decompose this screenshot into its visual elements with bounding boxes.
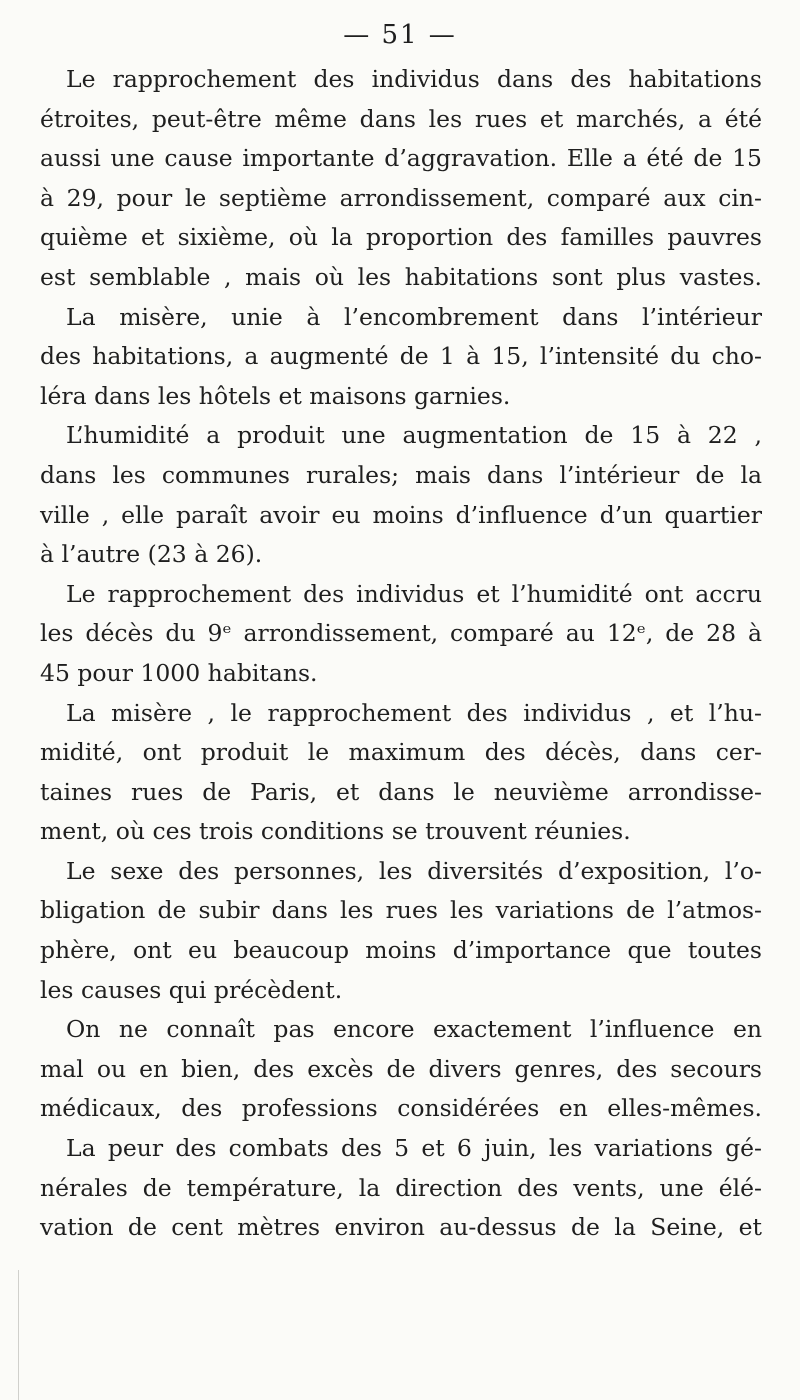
text-line: On ne connaît pas encore exactement l’influence en <box>66 1015 762 1044</box>
text-line: quième et sixième, où la proportion des familles pauvres <box>40 223 762 252</box>
text-line: Le rapprochement des individus dans des habitations <box>66 65 762 93</box>
text-line: dans les communes rurales; mais dans l’intérieur de la <box>40 460 762 489</box>
text-line: médicaux, des professions considérées en elles-mêmes. <box>40 1094 762 1123</box>
text-line: à 29, pour le septième arrondissement, comparé aux cin- <box>40 183 762 212</box>
text-line: étroites, peut-être même dans les rues et marchés, a été <box>40 104 762 133</box>
text-line: les décès du 9ᵉ arrondissement, comparé au 12ᵉ, de 28 à <box>40 619 762 648</box>
text-line: léra dans les hôtels et maisons garnies. <box>40 381 511 410</box>
text-line: midité, ont produit le maximum des décès, dans cer- <box>40 738 762 767</box>
text-line: à l’autre (23 à 26). <box>40 540 263 569</box>
text-line: La misère , le rapprochement des individus , et l’hu- <box>66 698 762 727</box>
text-line: aussi une cause importante d’aggravation. Elle a été de 15 <box>40 144 762 173</box>
text-line: est semblable , mais où les habitations sont plus vastes. <box>40 262 762 291</box>
text-line: ment, où ces trois conditions se trouvent réunies. <box>40 817 631 846</box>
text-line: Le sexe des personnes, les diversités d’exposition, l’o- <box>66 856 762 885</box>
text-line: La peur des combats des 5 et 6 juin, les variations gé- <box>66 1134 762 1163</box>
text-line: nérales de température, la direction des vents, une élé- <box>40 1173 762 1202</box>
body-text <box>40 60 762 1248</box>
text-line: L’humidité a produit une augmentation de 15 à 22 , <box>66 421 762 450</box>
text-line: phère, ont eu beaucoup moins d’importance que toutes <box>40 936 762 965</box>
text-line: taines rues de Paris, et dans le neuvième arrondisse- <box>40 777 762 806</box>
text-line: 45 pour 1000 habitans. <box>40 658 318 687</box>
text-line: Le rapprochement des individus et l’humidité ont accru <box>66 579 762 608</box>
text-line: La misère, unie à l’encombrement dans l’intérieur <box>66 302 762 331</box>
text-line: bligation de subir dans les rues les variations de l’atmos- <box>40 896 762 925</box>
page-number: — 51 — <box>343 20 457 50</box>
text-line: des habitations, a augmenté de 1 à 15, l’intensité du cho- <box>40 342 762 371</box>
text-line: vation de cent mètres environ au-dessus de la Seine, et <box>40 1213 762 1242</box>
text-line: ville , elle paraît avoir eu moins d’influence d’un quartier <box>40 500 762 529</box>
text-line: mal ou en bien, des excès de divers genres, des secours <box>40 1054 762 1083</box>
page-edge-shadow <box>18 1270 19 1400</box>
text-line: les causes qui précèdent. <box>40 975 343 1004</box>
